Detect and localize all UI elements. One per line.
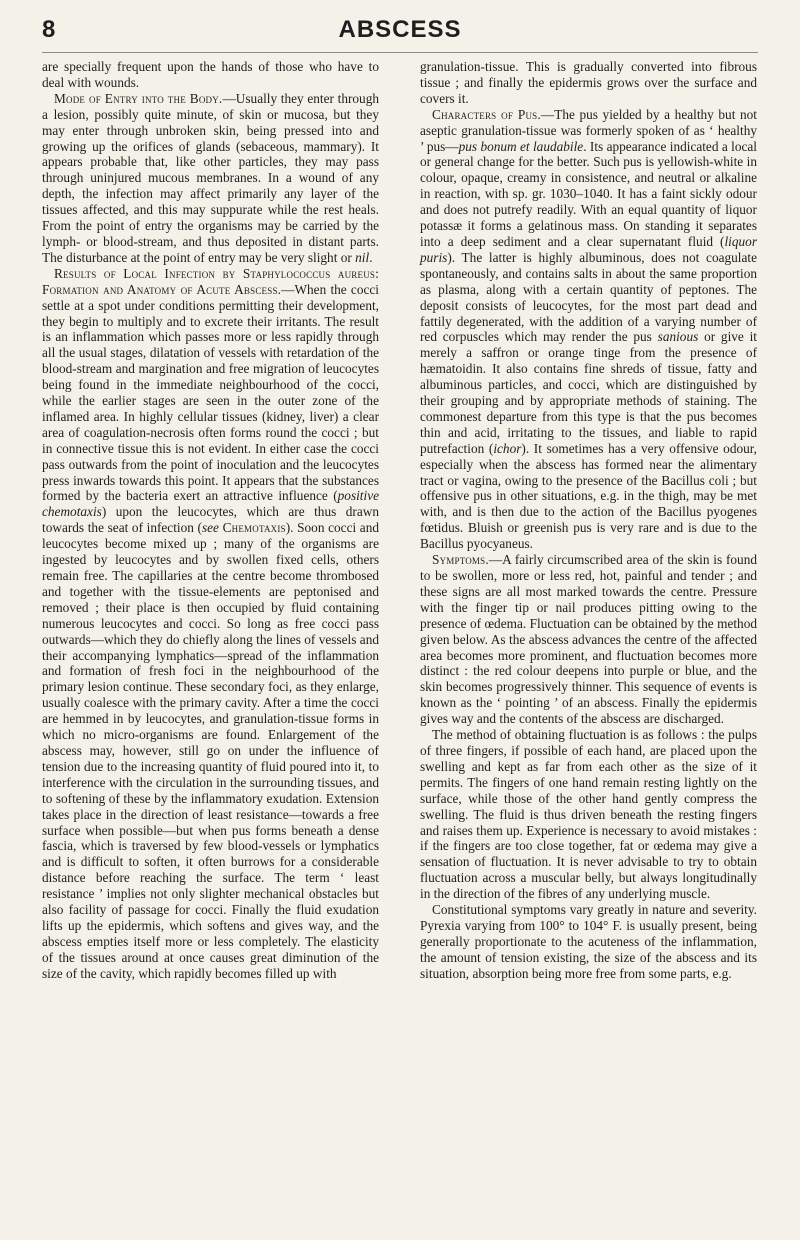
page-header <box>42 14 758 53</box>
paragraph-mode-of-entry <box>42 91 379 266</box>
paragraph-text: . Its appearance indicated a local or general change for the better. Such pus is yellowish-white in colour, opaque, creamy in consistence, and neutral or alkaline in reaction, with sp. gr. 1030–1040. It has a faint sickly odour and does not putrefy readily. With an equal quantity of liquor potassæ it forms a gelatinous mass. On standing it separates into a deep sediment and a clear supernatant fluid ( <box>420 138 757 249</box>
paragraph-text: —Usually they enter through a lesion, possibly quite minute, of skin or mucosa, but they may enter through unbroken skin, being pressed into and growing up the orifices of glands (sebaceous, mammary). It appears probable that, like other particles, they may pass through uninjured mucous membranes. In a wound of any depth, the infection may affect primarily any layer of the tissues affected, and this may suppurate while the rest heals. From the point of entry the organisms may be carried by the lymph- or blood-stream, and thus deposited in distant parts. The disturbance at the point of entry may be very slight or <box>42 90 379 265</box>
paragraph-characters-of-pus <box>420 107 757 552</box>
paragraph-text: granulation-tissue. This is gradually converted into fibrous tissue ; and finally the epidermis grows over the surface and covers it. <box>420 59 757 106</box>
paragraph-fluctuation-method <box>420 727 757 902</box>
cross-reference: Chemotaxis <box>222 520 286 536</box>
italic-text: positive chemotaxis <box>42 488 379 520</box>
paragraph-text: are specially frequent upon the hands of those who have to deal with wounds. <box>42 59 379 90</box>
paragraph-text: —The pus yielded by a healthy but not aseptic granulation-tissue was formerly spoken of as ‘ healthy ’ pus— <box>420 106 757 154</box>
paragraph-text: Constitutional symptoms vary greatly in nature and severity. Pyrexia varying from 100° to 104° F. is usually present, being generally proportionate to the acuteness of the inflammation, the amount of tension existing, the size of the abscess and its situation, absorption being more free from some parts, e.g. <box>420 902 757 981</box>
running-head: ABSCESS <box>338 16 462 43</box>
paragraph-results-local-infection <box>42 266 379 982</box>
section-heading: Mode of Entry into the Body. <box>54 90 223 106</box>
italic-text: sanious <box>657 329 699 345</box>
right-column <box>420 59 757 982</box>
paragraph-text: —When the cocci settle at a spot under conditions permitting their development, they begin to multiply and to excrete their irritants. The result is an inflammation which passes more or less rapidly through all the usual stages, dilatation of vessels with retardation of the blood-stream and margination and free migration of leucocytes being found in the immediate neighbourhood of the cocci, while the earlier stages are seen in the outer zone of the inflamed area. In highly cellular tissues (kidney, liver) a clear area of coagulation-necrosis often forms round the cocci ; but in connective tissue this is not evident. In either case the cocci pass outwards from the point of inoculation and the leucocytes press inwards towards this point. It appears that the substances formed by the bacteria exert an attractive influence ( <box>42 281 379 504</box>
section-heading: Symptoms. <box>432 552 489 568</box>
page-number: 8 <box>42 16 56 43</box>
paragraph-text: . <box>369 249 373 265</box>
italic-text: see <box>201 520 219 536</box>
paragraph-text: or give it merely a saffron or orange tinge from the presence of hæmatoidin. It also contains fine shreds of tissue, fatty and albuminous particles, and cocci, which are distinguished by their grouping and by appropriate methods of staining. The commonest departure from this type is that the pus becomes thin and acid, irritating to the tissues, and liable to rapid putrefaction ( <box>420 329 757 456</box>
section-heading: Characters of Pus. <box>432 106 541 122</box>
paragraph-text: ). The latter is highly albuminous, does not coagulate spontaneously, and contains salts in about the same proportion as plasma, along with a certain quantity of peptones. The deposit consists of leucocytes, for the most part dead and fattily degenerated, with the addition of a varying number of red corpuscles which may render the pus <box>420 249 757 345</box>
paragraph-text: The method of obtaining fluctuation is as follows : the pulps of three fingers, if possible of each hand, are placed upon the swelling and kept as far from each other as the size of it permits. The fingers of one hand remain resting lightly on the surface, while those of the other hand gently compress the swelling. The fluid is thus driven beneath the resting fingers and raises them up. Experience is necessary to avoid mistakes : if the fingers are too close together, fat or œdema may give a sensation of fluctuation. It is never advisable to try to obtain fluctuation across a muscular belly, but always longitudinally in the direction of the fibres of any underlying muscle. <box>420 727 757 902</box>
italic-text: ichor <box>493 440 522 456</box>
paragraph <box>42 59 379 91</box>
paragraph <box>420 59 757 107</box>
italic-text: pus bonum et laudabile <box>458 138 584 154</box>
paragraph-symptoms <box>420 552 757 727</box>
paragraph-text: ). It sometimes has a very offensive odour, especially when the abscess has formed near the alimentary tract or vagina, owing to the presence of the Bacillus coli ; but offensive pus in other situations, e.g. in the thigh, may be met with, and is then due to the action of the Bacillus pyogenes fœtidus. Bluish or greenish pus is very rare and is due to the Bacillus pyocyaneus. <box>420 440 757 552</box>
section-heading: Results of Local Infection by Staphylococcus aureus: Formation and Anatomy of Acute Abscess. <box>42 265 379 297</box>
paragraph-text: —A fairly circumscribed area of the skin is found to be swollen, more or less red, hot, painful and tender ; and these signs are all most marked towards the centre. Pressure with the finger tip or nail produces pitting owing to the presence of œdema. Fluctuation can be obtained by the method given below. As the abscess advances the centre of the affected area becomes more prominent, and fluctuation becomes more distinct : the red colour deepens into purple or blue, and the skin becomes progressively thinner. This sequence of events is known as the ‘ pointing ’ of an abscess. Finally the epidermis gives way and the contents of the abscess are discharged. <box>420 552 757 727</box>
paragraph-text: ). Soon cocci and leucocytes become mixed up ; many of the organisms are ingested by leucocytes and by swollen fixed cells, others remain free. The capillaries at the centre become thrombosed and together with the tissue-elements are peptonised and removed ; their place is then occupied by fluid containing numerous leucocytes and cocci. So long as free cocci pass outwards—which they do chiefly along the lines of vessels and their accompanying lymphatics—spread of the inflammation and formation of fresh foci in the neighbourhood of the primary lesion continue. These secondary foci, as they enlarge, usually coalesce with the primary cavity. After a time the cocci are hemmed in by leucocytes, and granulation-tissue forms in which no micro-organisms are found. Enlargement of the abscess may, however, still go on under the influence of tension due to the increasing quantity of fluid poured into it, to interference with the circulation in the surrounding tissues, and to softening of these by the inflammatory exudation. Extension takes place in the direction of least resistance—towards a free surface when possible—but when pus forms beneath a dense fascia, which is traversed by few blood-vessels or lymphatics and is difficult to soften, it often burrows for a considerable distance before reaching the surface. The term ‘ least resistance ’ implies not only slighter mechanical obstacles but also facility of passage for cocci. Finally the fluid exudation lifts up the epidermis, which softens and gives way, and the abscess empties itself more or less completely. The elasticity of the tissues around at once causes great diminution of the size of the cavity, which rapidly becomes filled up with <box>42 520 379 981</box>
paragraph-text: ) upon the leucocytes, which are thus drawn towards the seat of infection ( <box>42 504 379 536</box>
left-column <box>42 59 379 982</box>
italic-text: liquor puris <box>420 233 757 265</box>
italic-text: nil <box>355 249 370 265</box>
paragraph-constitutional-symptoms <box>420 902 757 982</box>
